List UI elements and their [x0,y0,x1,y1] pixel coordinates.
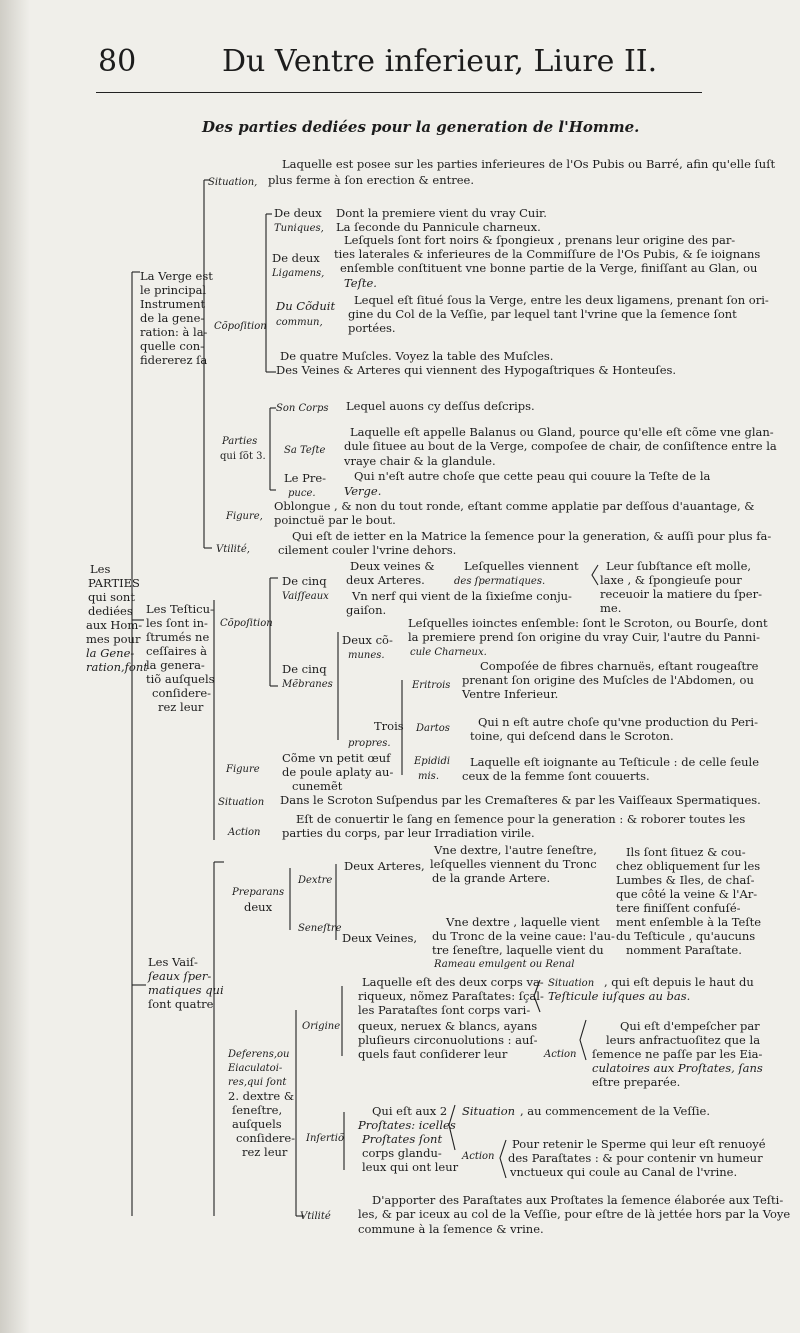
epididimis-label-2: mis. [418,771,439,782]
vs-veines-line-4: Rameau emulgent ou Renal [434,959,575,970]
propres-label-2: propres. [348,738,391,749]
action2-line-5: eſtre preparée. [592,1075,681,1089]
testicules-situation-a: Dans le Scroton [280,793,373,807]
verge-label-6: quelle con- [140,339,205,353]
action2-line-4: culatoires aux Proſtates, ſans [592,1061,763,1075]
insertion-line-4: corps glandu- [362,1146,442,1160]
section-title: Des parties dediées pour la generation de l'Homme. [202,118,640,136]
action3-line-3: vnctueux qui coule au Canal de l'vrine. [510,1165,738,1179]
communes-line-3: cule Charneux. [410,647,487,658]
verge-label-4: de la gene- [140,311,205,325]
insertion-line-2: Proſtates: icelles [358,1118,456,1132]
deferens-label-1: Deferens,ou [228,1049,290,1060]
prepuce-label-2: puce. [288,488,316,499]
teste-line-2: dule ſituee au bout de la Verge, compoſee de chair, de conſiſtence entre la [344,439,777,453]
veines-line: Des Veines & Arteres qui viennent des Hypogaſtriques & Honteuſes. [276,363,677,377]
nerf-line-1: Vn nerf qui vient de la ſixieſme conju- [352,589,572,603]
testicules-action-line-2: parties du corps, par leur Irradiation virile. [282,826,535,840]
root-label-8: ration,font [86,660,148,674]
deferens-label-8: rez leur [242,1145,288,1159]
lesquelles-line-2: des ſpermatiques. [454,576,546,587]
prepuce-line-2: Verge. [344,484,382,498]
situation2-label: Situation [548,978,595,989]
conduit-line-2: gine du Col de la Veſſie, par lequel tant l'vrine que la ſemence ſont [348,307,737,321]
ligamens-line-2: ties laterales & inferieures de la Commiſſure de l'Os Pubis, & ſe ioignans [334,247,761,261]
testicules-label-4: ceſſaires à [146,644,208,658]
page-number: 80 [98,44,137,79]
eritrois-line-2: prenant ſon origine des Muſcles de l'Abdomen, ou [462,673,754,687]
vs-label-3: matiques qui [148,983,224,997]
root-label-5: aux Hom- [86,618,143,632]
verge-label-1: La Verge est [140,269,213,283]
verge-figure-label: Figure, [226,511,263,522]
vs-arteres-line-1: Vne dextre, l'autre ſeneſtre, [434,843,597,857]
vs-arteres-line-2: leſquelles viennent du Tronc [430,857,597,871]
action3-line-1: Pour retenir le Sperme qui leur eſt renuoyé [512,1137,766,1151]
vs-veines-line-3: tre ſeneſtre, laquelle vient du [432,943,604,957]
vs-vtilite-line-3: commune à la ſemence & vrine. [358,1222,544,1236]
corps-label: Son Corps [276,403,329,414]
vaisseaux-label-2: Vaiſſeaux [282,591,329,602]
vs-veines-line-2: du Tronc de la veine caue: l'au- [432,929,615,943]
testicules-label-7: conſidere- [152,686,212,700]
communes-line-1: Leſquelles ioinctes enſemble: ſont le Scroton, ou Bourſe, dont [408,616,768,630]
eritrois-line-3: Ventre Inferieur. [462,687,559,701]
epididimis-line-2: ceux de la femme ſont couuerts. [462,769,650,783]
testicules-action-label: Action [228,827,261,838]
insertion-line-1: Qui eſt aux 2 [372,1104,448,1118]
deferens-label-7: conſidere- [236,1131,296,1145]
vs-veines-label: Deux Veines, [342,931,418,945]
preparans-label-1: Preparans [232,887,285,898]
verge-situation-label: Situation, [208,177,258,188]
nerf-line-2: gaiſon. [346,603,387,617]
insertion-line-5: leux qui ont leur [362,1160,459,1174]
tuniques-label-1: De deux [274,206,322,220]
conduit-label-2: commun, [276,317,323,328]
vs-vtilite-line-2: les, & par iceux au col de la Veſſie, pour eſtre de là jettée hors par la Voye [358,1207,791,1221]
situes-line-7: du Teſticule , qu'aucuns [616,929,756,943]
teste-label: Sa Teſte [284,445,326,456]
parties-label-2: qui ſõt 3. [220,451,266,462]
situes-line-4: que côté la veine & l'Ar- [616,887,758,901]
dextre-label: Dextre [298,875,333,886]
ligamens-line-3: enſemble conſtituent vne bonne partie de la Verge, finiſſant au Glan, ou [340,261,758,275]
vaisseaux-label-1: De cinq [282,574,327,588]
testicules-label-8: rez leur [158,700,204,714]
vs-vtilite-line-1: D'apporter des Paraſtates aux Proſtates la ſemence élaborée aux Teſti- [372,1193,784,1207]
vs-vtilite-label: Vtilité [300,1211,331,1222]
verge-label-5: ration: à la- [140,325,208,339]
situes-line-2: chez obliquement ſur les [616,859,761,873]
vs-veines-line-1: Vne dextre , laquelle vient [446,915,600,929]
action2-line-3: ſemence ne paſſe par les Eia- [592,1047,763,1061]
testicule-veines-line-2: deux Arteres. [346,573,425,587]
communes-line-2: la premiere prend ſon origine du vray Cuir, l'autre du Panni- [408,630,760,644]
verge-vtilite-line-1: Qui eſt de ietter en la Matrice la ſemence pour la generation, & auſſi pour plus fa- [292,529,772,543]
testicules-label-2: les ſont in- [146,616,208,630]
testicules-figure-line-3: cunemẽt [292,779,343,793]
verge-figure-line-1: Oblongue , & non du tout ronde, eſtant comme applatie par deſſous d'auantage, & [274,499,755,513]
verge-vtilite-line-2: cilement couler l'vrine dehors. [278,543,457,557]
running-title: Du Ventre inferieur, Liure II. [222,44,658,79]
deferens-label-3: res,qui ſont [228,1077,287,1088]
conduit-line-3: portées. [348,321,396,335]
root-label-2: PARTIES [88,576,140,590]
root-label-6: mes pour [86,632,141,646]
dartos-line-2: toine, qui deſcend dans le Scroton. [470,729,674,743]
teste-line-3: vraye chair & la glandule. [344,454,496,468]
situation2-line-1: , qui eſt depuis le haut du [604,975,754,989]
verge-vtilite-label: Vtilité, [216,544,250,555]
situes-line-6: ment enſemble à la Teſte [616,915,762,929]
corps-text: Lequel auons cy deſſus deſcrips. [346,399,535,413]
verge-label-7: fidererez ſa [140,353,208,367]
teste-line-1: Laquelle eſt appelle Balanus ou Gland, pource qu'elle eſt cõme vne glan- [350,425,774,439]
action2-line-1: Qui eſt d'empeſcher par [620,1019,760,1033]
deferens-label-4: 2. dextre & [228,1089,295,1103]
membranes-label-2: Mẽbranes [282,679,333,690]
ligamens-line-4: Teſte. [344,276,377,290]
communes-label-2: munes. [348,650,385,661]
substance-line-4: me. [600,601,622,615]
parties-label-1: Parties [222,436,258,447]
lesquelles-line-1: Leſquelles viennent [464,559,579,573]
communes-label-1: Deux cõ- [342,633,393,647]
testicules-composition-label: Cõpoſition [220,618,273,629]
verge-situation-line-2: plus ferme à ſon erection & entree. [268,173,475,187]
action3-line-2: des Paraſtates : & pour contenir vn humeur [508,1151,763,1165]
prepuce-line-1: Qui n'eſt autre choſe que cette peau qui couure la Teſte de la [354,469,711,483]
situation2-line-2: Teſticule iuſques au bas. [548,989,691,1003]
tuniques-label-2: Tuniques, [274,223,324,234]
testicules-figure-label: Figure [226,764,260,775]
testicules-figure-line-2: de poule aplaty au- [282,765,394,779]
epididimis-label-1: Epididi [414,756,451,767]
senestre-label: Seneſtre [298,923,342,934]
epididimis-line-1: Laquelle eſt ioignante au Teſticule : de celle ſeule [470,755,760,769]
eritrois-label: Eritrois [412,680,451,691]
origine-label: Origine [302,1021,341,1032]
origine-line-5: pluſieurs circonuolutions : auſ- [358,1033,538,1047]
vs-label-2: ſeaux ſper- [148,969,212,983]
situes-line-1: Ils ſont ſituez & cou- [626,845,746,859]
tuniques-line-2: La ſeconde du Pannicule charneux. [336,220,541,234]
conduit-line-1: Lequel eſt ſitué ſous la Verge, entre les deux ligamens, prenant ſon ori- [354,293,769,307]
testicules-situation-label: Situation [218,797,265,808]
deferens-label-2: Eiaculatoi- [228,1063,283,1074]
root-label-1: Les [90,562,111,576]
root-label-4: dediées [88,604,133,618]
action3-label: Action [462,1151,495,1162]
verge-situation-line-1: Laquelle est posee sur les parties inferieures de l'Os Pubis ou Barré, afin qu'elle ſuſt [282,157,776,171]
ligamens-line-1: Leſquels ſont fort noirs & ſpongieux , prenans leur origine des par- [344,233,736,247]
testicules-label-6: tiõ auſquels [146,672,215,686]
muscles-line: De quatre Muſcles. Voyez la table des Muſcles. [280,349,554,363]
testicules-figure-line-1: Cõme vn petit œuf [282,751,391,765]
dartos-line-1: Qui n eſt autre choſe qu'vne production du Peri- [478,715,758,729]
header-rule [96,92,702,93]
eritrois-line-1: Compoſée de fibres charnuës, eſtant rougeaſtre [480,659,759,673]
situes-line-5: tere finiſſent confuſé- [616,901,741,915]
situation3-label: Situation [462,1104,516,1118]
prepuce-label-1: Le Pre- [284,471,327,485]
situes-line-3: Lumbes & Iles, de chaſ- [616,873,755,887]
vs-label-1: Les Vaiſ- [148,955,198,969]
testicules-label-3: ſtrumés ne [146,630,210,644]
origine-line-4: queux, neruex & blancs, ayans [358,1019,538,1033]
preparans-label-2: deux [244,900,273,914]
testicules-action-line-1: Eſt de conuertir le ſang en ſemence pour la generation : & roborer toutes les [296,812,746,826]
membranes-label-1: De cinq [282,662,327,676]
situes-line-8: nomment Paraſtate. [626,943,742,957]
substance-line-2: laxe , & ſpongieuſe pour [600,573,742,587]
vs-arteres-label: Deux Arteres, [344,859,425,873]
substance-line-3: receuoir la matiere du ſper- [600,587,762,601]
vs-arteres-line-3: de la grande Artere. [432,871,551,885]
testicule-veines-line-1: Deux veines & [350,559,435,573]
root-label-7: la Gene- [86,646,135,660]
page-gutter-shadow [0,0,30,1333]
verge-label-2: le principal [140,283,207,297]
action2-label: Action [544,1049,577,1060]
deferens-label-6: auſquels [232,1117,282,1131]
conduit-label-1: Du Cõduit [276,299,336,313]
origine-line-2: riqueux, nõmez Paraſtates: ſçal- [358,989,544,1003]
dartos-label: Dartos [416,723,450,734]
verge-figure-line-2: poinctuë par le bout. [274,513,396,527]
ligamens-label-2: Ligamens, [272,268,325,279]
tuniques-line-1: Dont la premiere vient du vray Cuir. [336,206,547,220]
origine-line-6: quels faut conſiderer leur [358,1047,508,1061]
origine-line-3: les Parataſtes ſont corps vari- [358,1003,531,1017]
insertion-label: Inſertiõ [306,1133,345,1144]
deferens-label-5: ſeneſtre, [232,1103,283,1117]
verge-label-3: Instrument [140,297,206,311]
verge-composition-label: Cõpoſition [214,321,267,332]
testicules-label-1: Les Teſticu- [146,602,214,616]
propres-label-1: Trois [374,719,404,733]
insertion-line-3: Proſtates ſont [362,1132,443,1146]
substance-line-1: Leur ſubſtance eſt molle, [606,559,752,573]
origine-line-1: Laquelle eſt des deux corps va- [362,975,544,989]
situation3-text: , au commencement de la Veſſie. [520,1104,710,1118]
ligamens-label-1: De deux [272,251,320,265]
testicules-situation-b: Suſpendus par les Cremaſteres & par les Vaiſſeaux Spermatiques. [376,793,761,807]
root-label-3: qui sont [88,590,135,604]
action2-line-2: leurs anfractuoſitez que la [606,1033,761,1047]
testicules-label-5: la genera- [146,658,205,672]
vs-label-4: ſont quatre [148,997,214,1011]
